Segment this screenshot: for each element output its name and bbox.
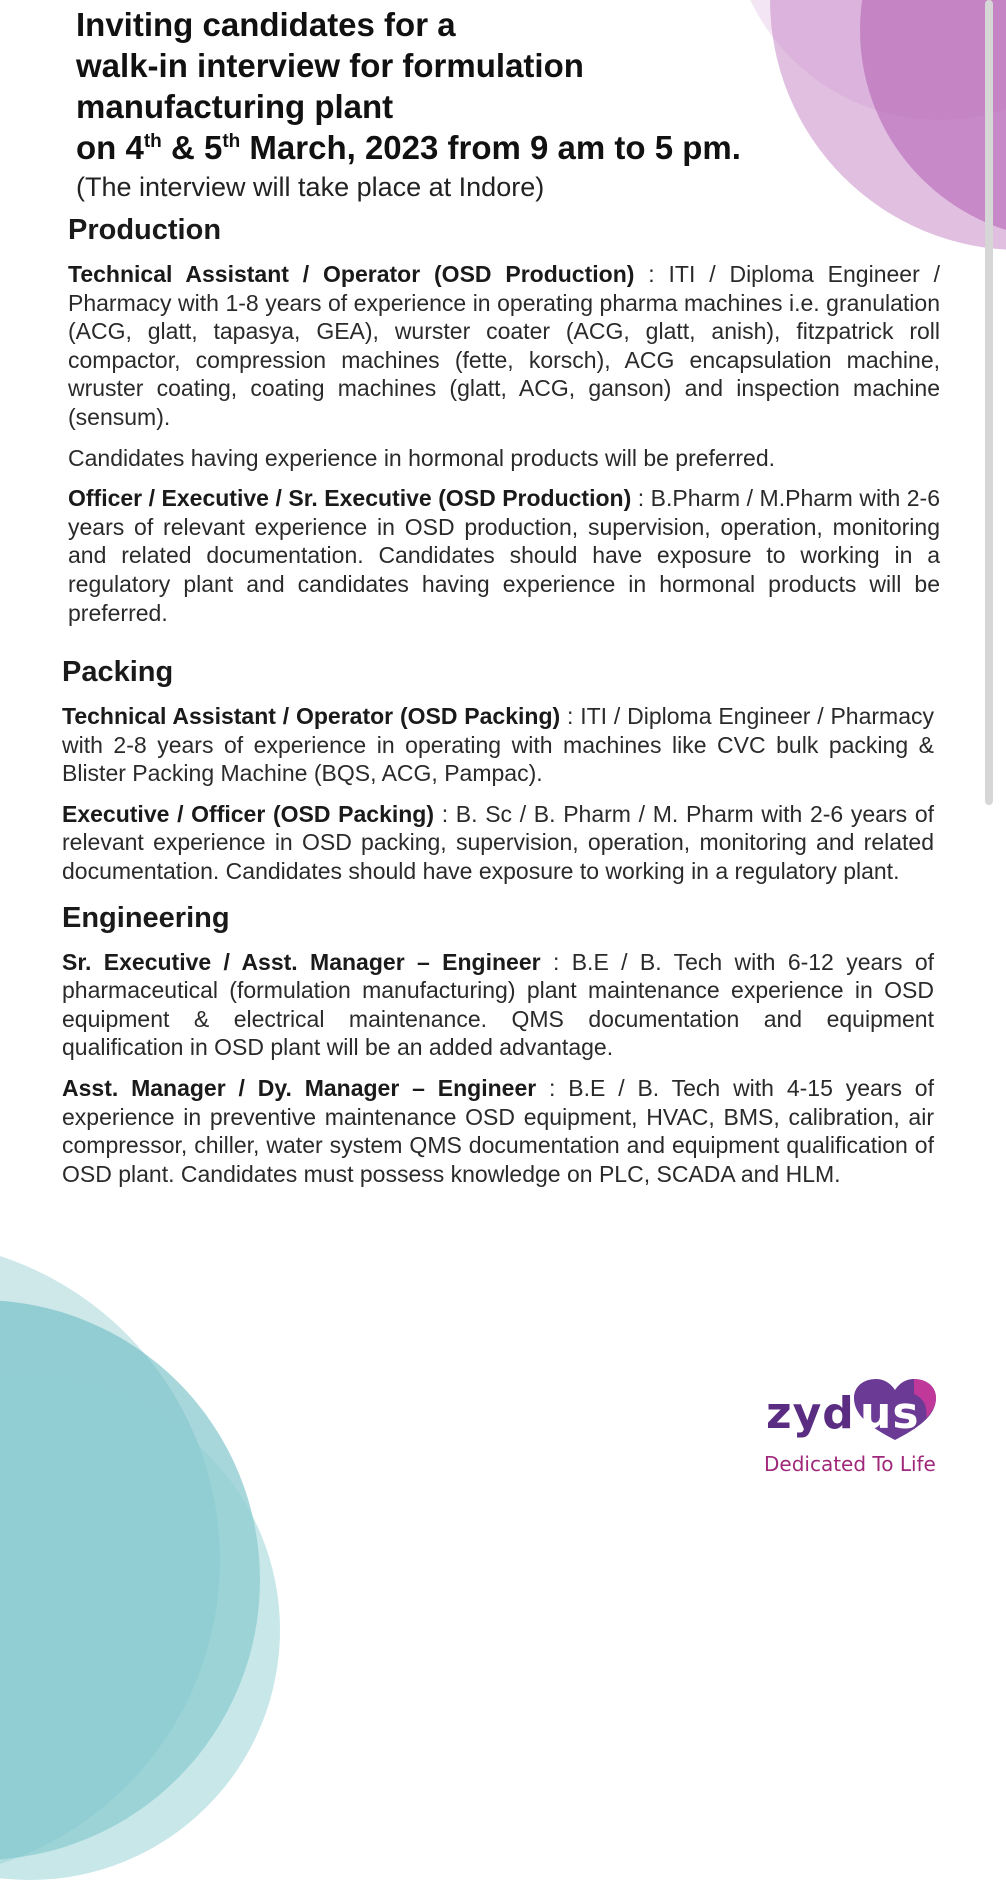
job-listing-engineering-manager bbox=[62, 1074, 934, 1188]
job-listing-packing-executive bbox=[62, 800, 934, 886]
job-description: : B.Pharm / M.Pharm with 2-6 years of relevant experience in OSD production, supervision, operation, monitoring and related documentation. Candidates should have exposure to working in a regulatory plant and candidates having experience in hormonal products will be preferred. bbox=[68, 485, 941, 626]
title-line-4-date bbox=[76, 127, 796, 168]
job-title: Technical Assistant / Operator (OSD Packing) bbox=[62, 703, 561, 729]
page-title bbox=[76, 4, 796, 168]
zydus-logo bbox=[760, 1378, 950, 1478]
interview-location-note: (The interview will take place at Indore) bbox=[76, 172, 545, 202]
job-title: Officer / Executive / Sr. Executive (OSD Production) bbox=[68, 485, 632, 512]
date-part-3: March, 2023 from 9 am to 5 pm. bbox=[240, 129, 741, 166]
production-section bbox=[68, 210, 940, 639]
job-listing-production-officer bbox=[68, 484, 940, 627]
title-line-1: Inviting candidates for a bbox=[76, 6, 456, 43]
logo-tagline: Dedicated To Life bbox=[764, 1452, 936, 1476]
job-description: : B.E / B. Tech with 6-12 years of pharmaceutical (formulation manufacturing) plant maintenance experience in OSD equipment & electrical maintenance. QMS documentation and equipment qualification in OSD plant will be an added advantage. bbox=[62, 948, 935, 1061]
job-description: : ITI / Diploma Engineer / Pharmacy with 2-8 years of experience in operating with machines like CVC bulk packing & Blister Packing Machine (BQS, ACG, Pampac). bbox=[62, 703, 934, 787]
decorative-circle-bottom-left-mid bbox=[0, 1380, 280, 1880]
job-title: Sr. Executive / Asst. Manager – Engineer bbox=[62, 948, 541, 975]
decorative-circle-bottom-left-light bbox=[0, 1240, 220, 1880]
section-heading-engineering: Engineering bbox=[62, 901, 230, 934]
section-heading-packing: Packing bbox=[62, 656, 174, 688]
job-listing-packing-operator bbox=[62, 702, 934, 788]
job-description: : B.E / B. Tech with 4-15 years of experience in preventive maintenance OSD equipment, HVAC, BMS, calibration, air compressor, chiller, water system QMS documentation and equipment qualification of OSD plant. Candidates must possess knowledge on PLC, SCADA and HLM. bbox=[62, 1074, 934, 1187]
job-listing-production-operator bbox=[68, 260, 940, 432]
title-line-3: manufacturing plant bbox=[76, 88, 394, 125]
packing-engineering-sections bbox=[62, 652, 934, 1200]
decorative-circle-bottom-left-dark bbox=[0, 1300, 260, 1860]
job-title: Executive / Officer (OSD Packing) bbox=[62, 800, 435, 827]
date-part-1: on 4 bbox=[76, 129, 144, 166]
job-title: Asst. Manager / Dy. Manager – Engineer bbox=[62, 1074, 537, 1101]
date-part-2: & 5 bbox=[161, 129, 223, 166]
preference-note: Candidates having experience in hormonal products will be preferred. bbox=[68, 444, 776, 471]
job-title: Technical Assistant / Operator (OSD Production) bbox=[68, 261, 635, 287]
section-heading-production: Production bbox=[68, 214, 222, 246]
logo-wordmark-highlight: us bbox=[860, 1388, 920, 1439]
job-description: : ITI / Diploma Engineer / Pharmacy with 1-8 years of experience in operating pharma machines i.e. granulation (ACG, glatt, tapasya, GEA), wurster coater (ACG, glatt, anish), fitzpatrick roll compactor, compression machines (fette, korsch), ACG encapsulation machine, wruster coating, coating machines (glatt, ACG, ganson) and inspection machine (sensum). bbox=[68, 261, 940, 430]
job-listing-engineering-sr-executive bbox=[62, 948, 934, 1062]
date-ordinal-1: th bbox=[143, 131, 162, 152]
date-ordinal-2: th bbox=[222, 131, 241, 152]
scrollbar[interactable] bbox=[985, 0, 993, 805]
job-description: : B. Sc / B. Pharm / M. Pharm with 2-6 years of relevant experience in OSD packing, supervision, operation, monitoring and related documentation. Candidates should have exposure to working in a regulatory plant. bbox=[62, 800, 935, 884]
title-line-2: walk-in interview for formulation bbox=[76, 47, 584, 84]
logo-wordmark: zyd bbox=[766, 1388, 855, 1439]
